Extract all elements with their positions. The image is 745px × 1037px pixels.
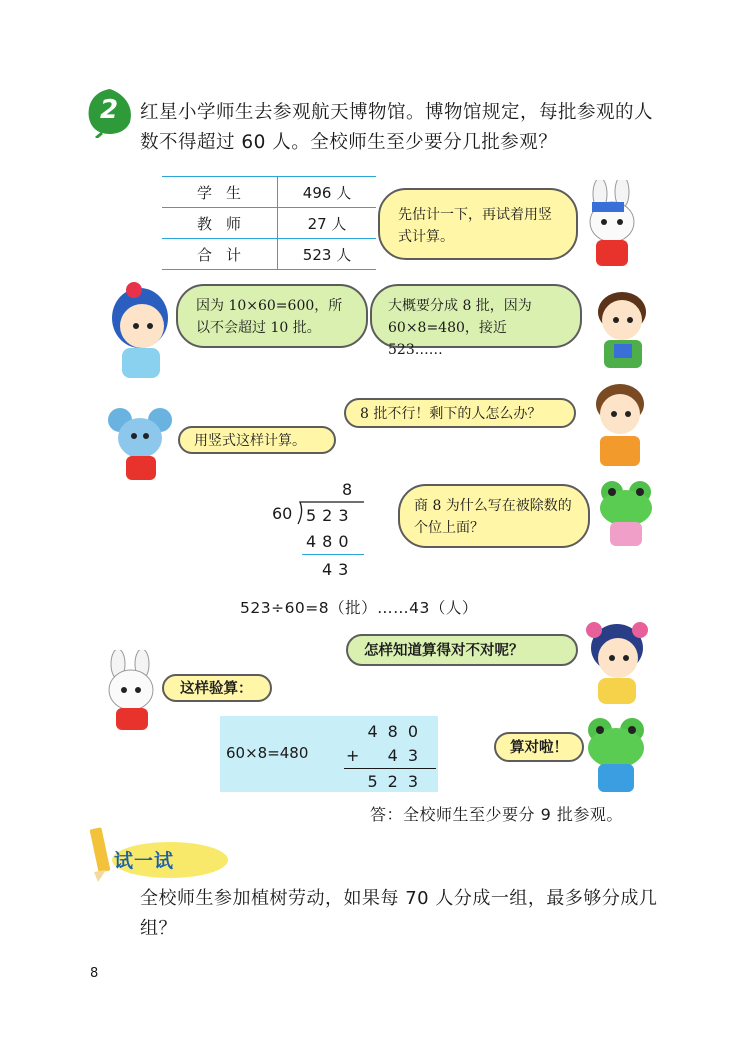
addend-2: 43 <box>387 746 428 765</box>
answer-text: 答：全校师生至少要分 9 批参观。 <box>370 805 623 824</box>
problem-number: 2 <box>100 95 119 125</box>
rabbit-character-icon <box>98 650 164 734</box>
divisor: 60 <box>272 504 293 523</box>
dividend: 523 <box>306 506 355 525</box>
bubble-text: 商 8 为什么写在被除数的个位上面？ <box>414 498 572 536</box>
addition-check <box>344 720 434 794</box>
try-it-text: 全校师生参加植树劳动，如果每 70 人分成一组，最多够分成几组？ <box>140 888 658 939</box>
page-number: 8 <box>90 966 99 981</box>
plus-sign: + <box>346 746 360 765</box>
mouse-character-icon <box>106 404 176 486</box>
sum-line <box>344 768 436 769</box>
remainder: 43 <box>322 560 355 579</box>
girl-character-icon <box>100 282 182 388</box>
long-division <box>262 478 372 588</box>
bubble-text: 用竖式这样计算。 <box>194 433 306 449</box>
bubble-text: 大概要分成 8 批，因为 60×8=480，接近 523…… <box>388 298 532 358</box>
speech-bubble-girl-2 <box>346 634 578 666</box>
boy-character-icon <box>588 382 652 470</box>
table-cell-value: 496 人 <box>278 177 377 208</box>
table-row <box>162 177 376 208</box>
bubble-text: 这样验算： <box>180 681 253 697</box>
table-row <box>162 208 376 239</box>
try-it-label: 试一试 <box>114 850 175 872</box>
table-cell-label: 教师 <box>196 214 255 233</box>
quotient: 8 <box>342 480 359 499</box>
bubble-text: 8 批不行！剩下的人怎么办？ <box>360 406 542 422</box>
speech-bubble-rabbit-bottom <box>162 674 272 702</box>
speech-bubble-mouse <box>178 426 336 454</box>
bubble-text: 算对啦！ <box>510 740 568 756</box>
speech-bubble-rabbit-top <box>378 188 578 260</box>
frog-character-icon <box>584 716 648 796</box>
addend-1: 480 <box>367 722 428 741</box>
division-equation: 523÷60=8（批）……43（人） <box>240 599 478 617</box>
table-row <box>162 239 376 270</box>
problem-statement: 红星小学师生去参观航天博物馆。博物馆规定，每批参观的人数不得超过 60 人。全校师生至少要分几批参观？ <box>140 102 654 153</box>
bubble-text: 因为 10×60=600，所以不会超过 10 批。 <box>196 298 343 336</box>
frog-character-icon <box>596 478 656 552</box>
speech-bubble-girl-1 <box>176 284 368 348</box>
boy-character-icon <box>590 290 654 372</box>
speech-bubble-frog-1 <box>398 484 590 548</box>
rabbit-character-icon <box>576 180 648 272</box>
speech-bubble-frog-2 <box>494 732 584 762</box>
table-cell-label: 学生 <box>196 183 255 202</box>
speech-bubble-boy-1 <box>370 284 582 358</box>
division-line <box>302 554 364 555</box>
check-equation: 60×8=480 <box>226 744 309 762</box>
table-cell-value: 523 人 <box>278 239 377 270</box>
girl-character-icon <box>582 618 652 708</box>
bubble-text: 先估计一下，再试着用竖式计算。 <box>398 207 552 245</box>
product: 480 <box>306 532 355 551</box>
table-cell-label: 合计 <box>196 245 255 264</box>
table-cell-value: 27 人 <box>278 208 377 239</box>
data-table <box>162 176 376 270</box>
sum: 523 <box>367 772 428 791</box>
bubble-text: 怎样知道算得对不对呢？ <box>364 643 524 659</box>
speech-bubble-boy-2 <box>344 398 576 428</box>
